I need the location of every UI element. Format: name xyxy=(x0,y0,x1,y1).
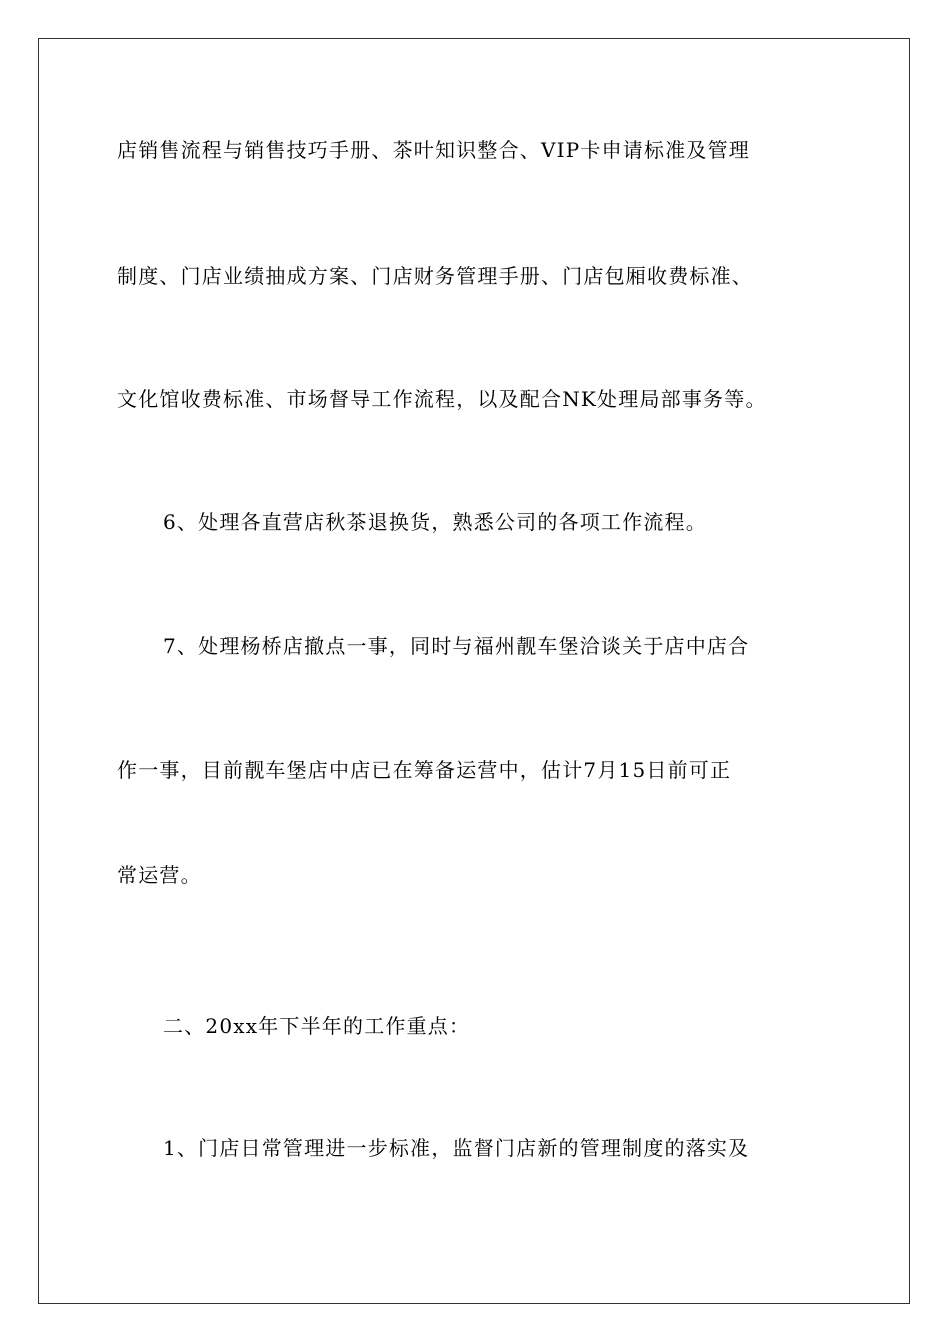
paragraph-line: 常运营。 xyxy=(117,863,202,887)
paragraph-line: 文化馆收费标准、市场督导工作流程，以及配合NK处理局部事务等。 xyxy=(117,387,767,411)
paragraph-line: 制度、门店业绩抽成方案、门店财务管理手册、门店包厢收费标准、 xyxy=(117,264,753,288)
page-border xyxy=(38,38,910,1304)
paragraph-line: 作一事，目前靓车堡店中店已在筹备运营中，估计7月15日前可正 xyxy=(117,758,732,782)
list-item-1: 1、门店日常管理进一步标准，监督门店新的管理制度的落实及 xyxy=(163,1136,750,1160)
paragraph-line: 店销售流程与销售技巧手册、茶叶知识整合、VIP卡申请标准及管理 xyxy=(117,138,751,162)
section-heading: 二、20xx年下半年的工作重点： xyxy=(163,1014,471,1038)
list-item-7: 7、处理杨桥店撤点一事，同时与福州靓车堡洽谈关于店中店合 xyxy=(163,634,750,658)
list-item-6: 6、处理各直营店秋茶退换货，熟悉公司的各项工作流程。 xyxy=(163,510,707,534)
